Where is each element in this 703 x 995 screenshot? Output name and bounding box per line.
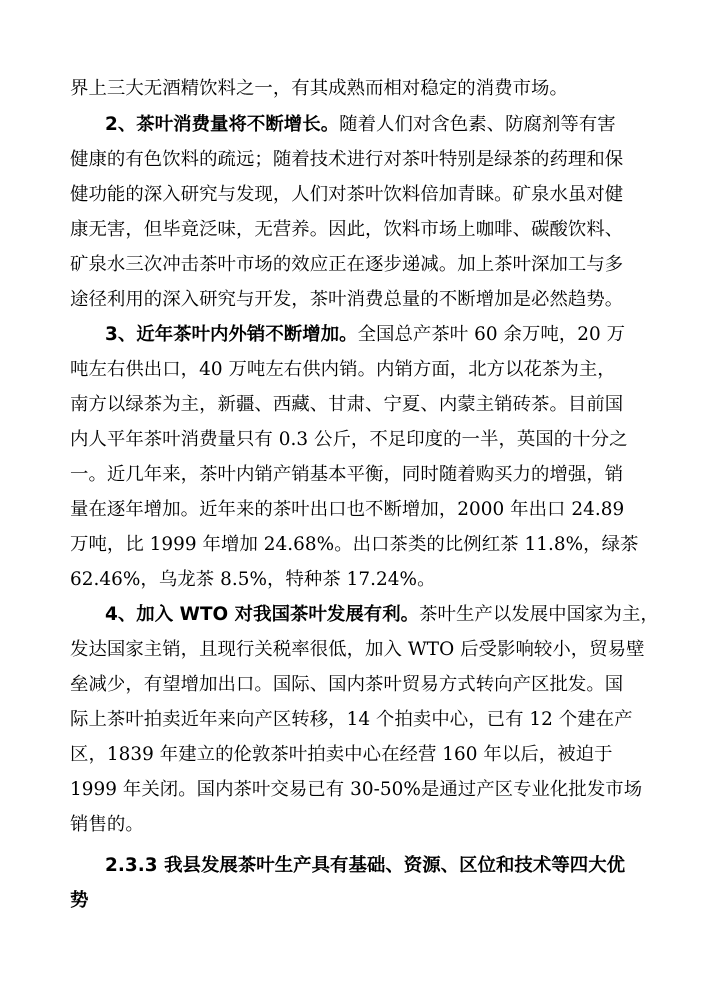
paragraph-point-4	[105, 598, 703, 633]
point-4-text: 茶叶生产以发展中国家为主，	[419, 604, 659, 625]
text-line: 健康的有色饮料的疏远；随着技术进行对茶叶特别是绿茶的药理和保	[70, 149, 624, 170]
text-line: 一。近几年来，茶叶内销产销基本平衡，同时随着购买力的增强，销	[70, 464, 624, 485]
text-line: 区，1839 年建立的伦敦茶叶拍卖中心在经营 160 年以后，被迫于	[70, 744, 613, 765]
text-line: 际上茶叶拍卖近年来向产区转移，14 个拍卖中心，已有 12 个建在产	[70, 709, 633, 730]
text-line: 界上三大无酒精饮料之一，有其成熟而相对稳定的消费市场。	[70, 78, 568, 99]
paragraph-point-3	[105, 318, 703, 353]
text-line: 内人平年茶叶消费量只有 0.3 公斤，不足印度的一半，英国的十分之	[70, 429, 628, 450]
text-line: 发达国家主销，且现行关税率很低，加入 WTO 后受影响较小，贸易壁	[70, 639, 645, 660]
text-line: 垒减少，有望增加出口。国际、国内茶叶贸易方式转向产区批发。国	[70, 674, 624, 695]
text-line: 途径利用的深入研究与开发，茶叶消费总量的不断增加是必然趋势。	[70, 289, 624, 310]
paragraph-point-2	[105, 108, 703, 143]
point-3-text: 全国总产茶叶 60 余万吨，20 万	[357, 324, 626, 345]
text-line: 万吨，比 1999 年增加 24.68%。出口茶类的比例红茶 11.8%，绿茶	[70, 534, 639, 555]
point-3-heading: 3、近年茶叶内外销不断增加。	[105, 324, 358, 345]
text-line: 南方以绿茶为主，新疆、西藏、甘肃、宁夏、内蒙主销砖茶。目前国	[70, 394, 624, 415]
text-line: 量在逐年增加。近年来的茶叶出口也不断增加，2000 年出口 24.89	[70, 499, 625, 520]
text-line: 健功能的深入研究与发现，人们对茶叶饮料倍加青睐。矿泉水虽对健	[70, 184, 624, 205]
point-2-heading: 2、茶叶消费量将不断增长。	[105, 114, 340, 135]
text-line: 矿泉水三次冲击茶叶市场的效应正在逐步递减。加上茶叶深加工与多	[70, 254, 624, 275]
point-4-heading: 4、加入 WTO 对我国茶叶发展有利。	[105, 604, 420, 625]
point-2-text: 随着人们对含色素、防腐剂等有害	[339, 114, 616, 135]
text-line: 1999 年关闭。国内茶叶交易已有 30-50%是通过产区专业化批发市场	[70, 779, 643, 800]
text-line: 62.46%，乌龙茶 8.5%，特种茶 17.24%。	[70, 569, 436, 590]
text-line: 销售的。	[70, 814, 144, 835]
section-heading-continued: 势	[70, 890, 89, 911]
text-line: 康无害，但毕竟泛味，无营养。因此，饮料市场上咖啡、碳酸饮料、	[70, 219, 624, 240]
text-line: 吨左右供出口，40 万吨左右供内销。内销方面，北方以花茶为主，	[70, 359, 616, 380]
section-heading: 2.3.3 我县发展茶叶生产具有基础、资源、区位和技术等四大优	[105, 855, 626, 876]
